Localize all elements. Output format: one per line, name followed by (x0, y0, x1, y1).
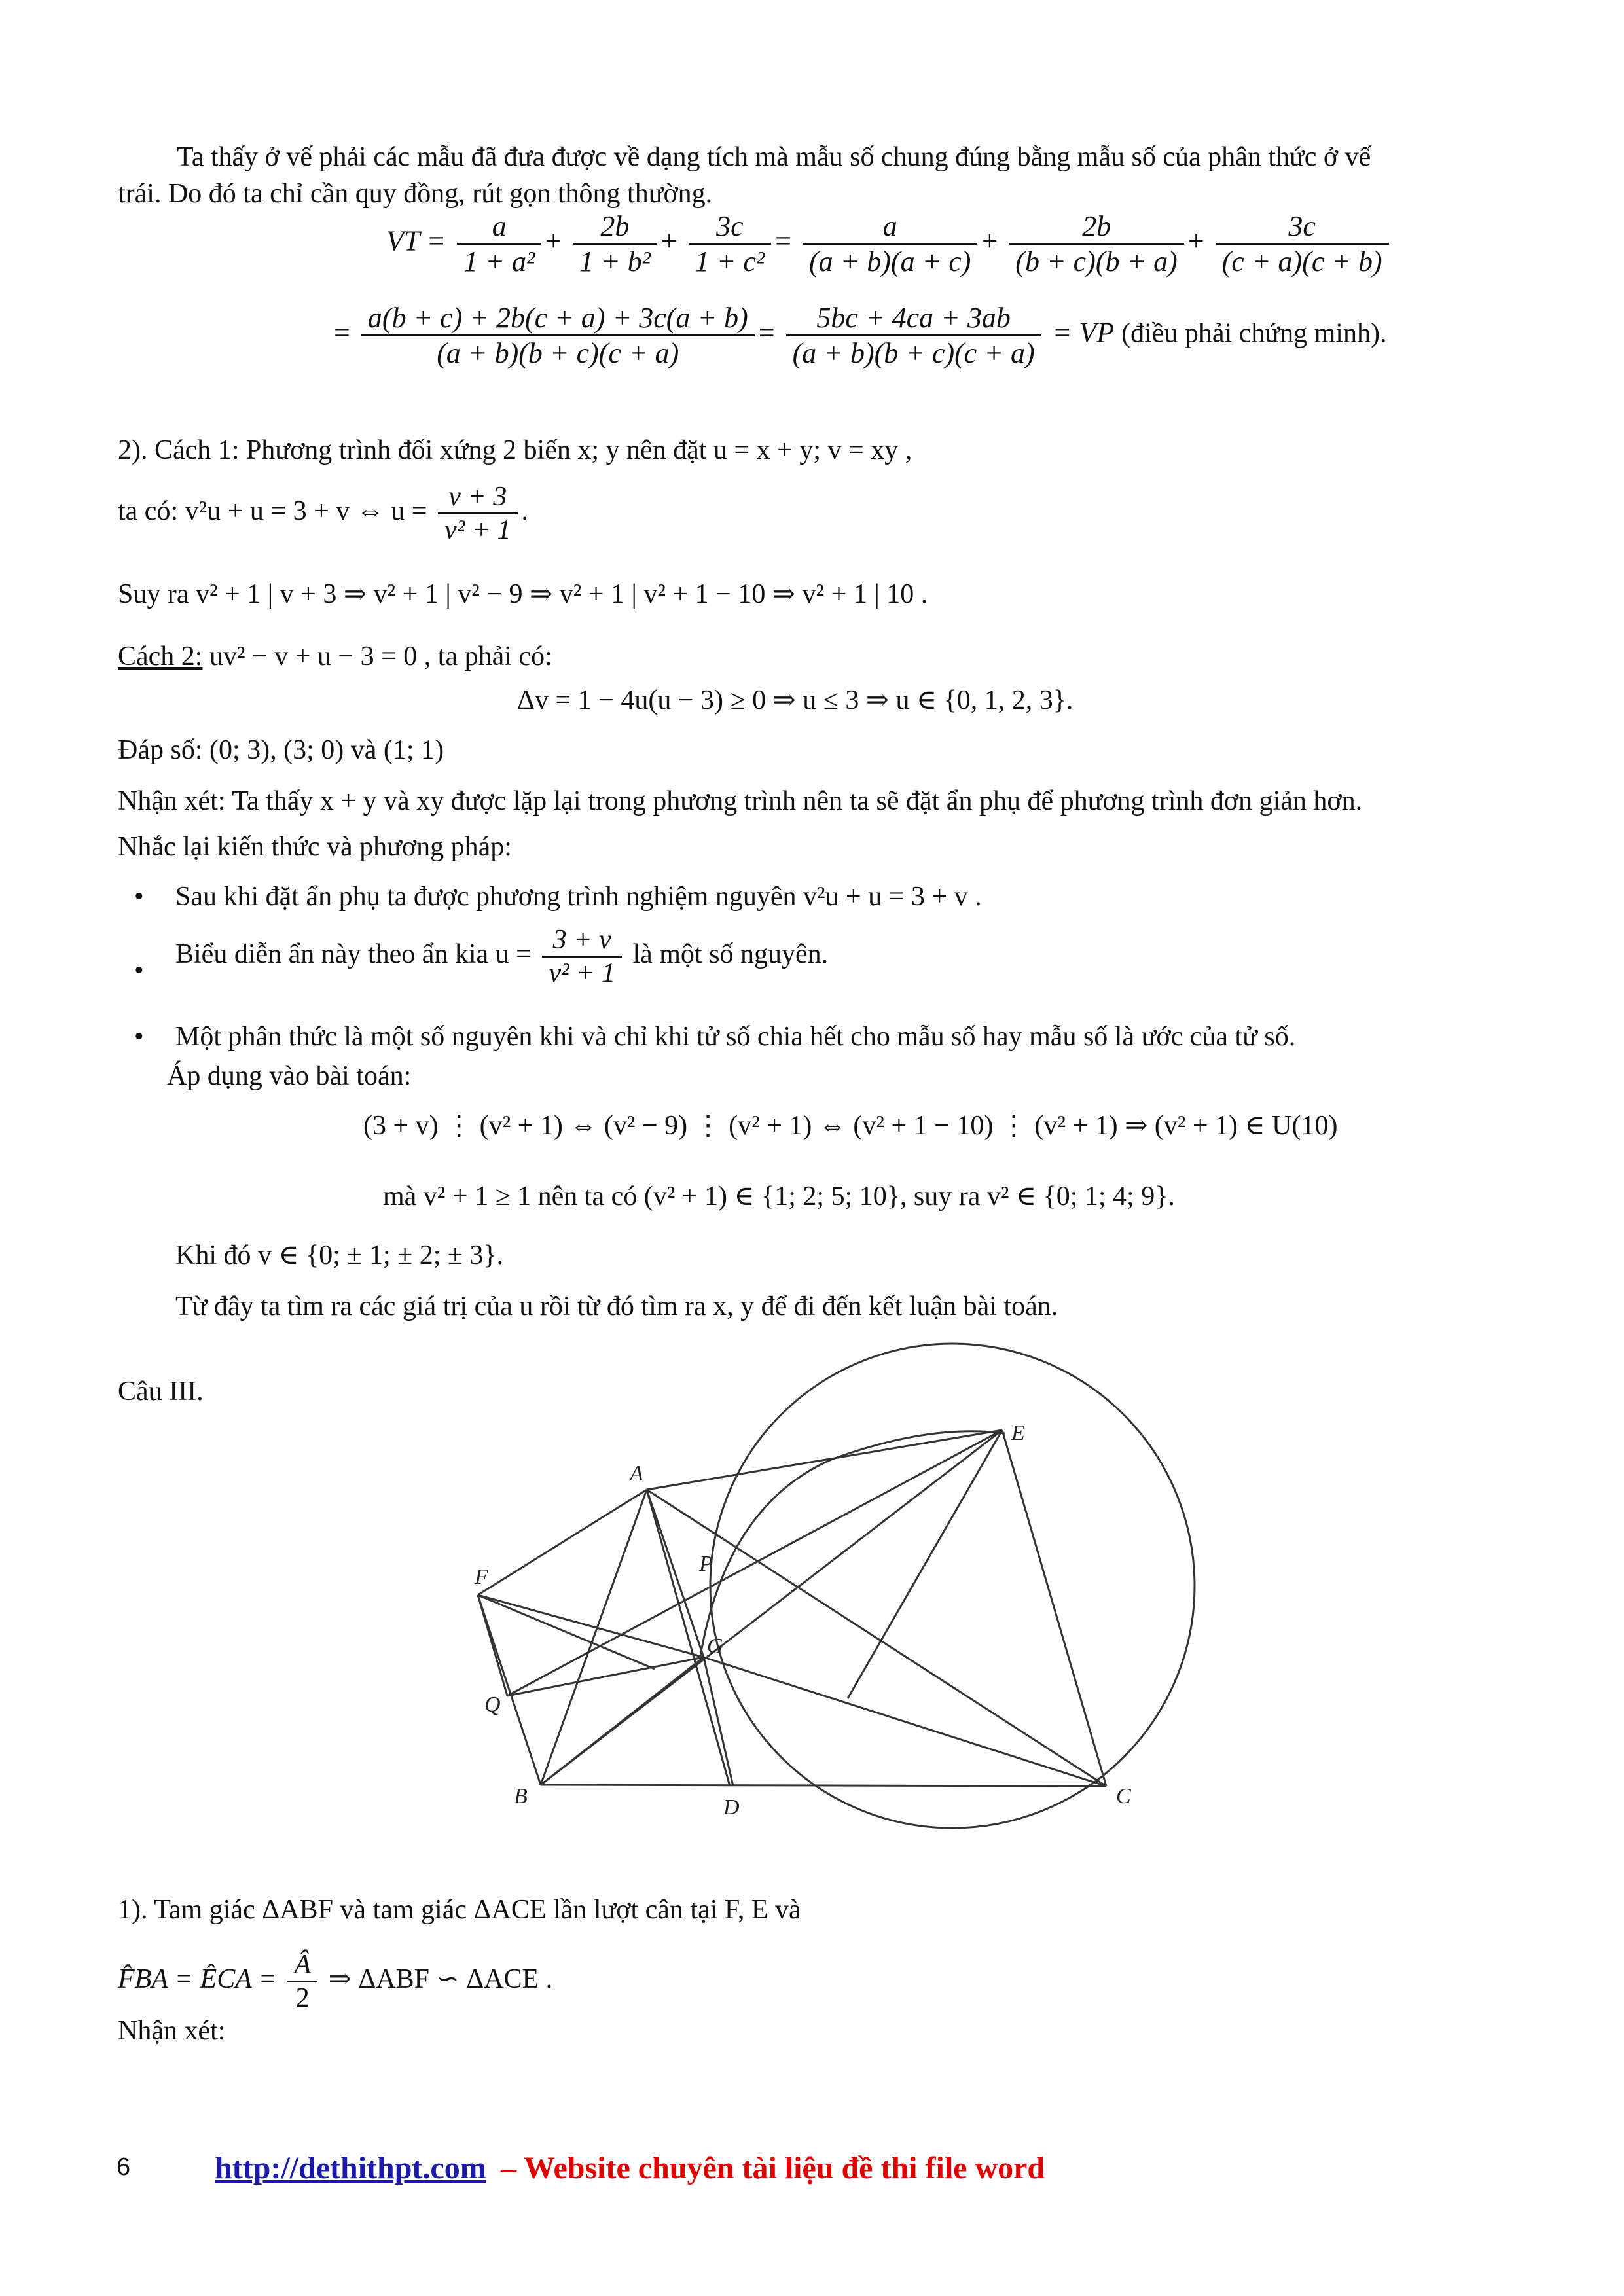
fraction: $\frac{a}{\text{1 + a²}}$ (457, 209, 541, 278)
cach1-line: 2). Cách 1: Phương trình đối xứng 2 biến x; y nên đặt u = x + y; v = xy , (118, 435, 912, 465)
nhaclai-line: Nhắc lại kiến thức và phương pháp: (118, 832, 512, 862)
point-label-f: F (475, 1565, 488, 1589)
part3-line2: F̂BA = ÊCA = $\frac{Â}{2}$ ⇒ ΔABF ∽ ΔACE . (118, 1950, 553, 2013)
fraction: $\frac{a(b + c) + 2b(c + a) + 3c(a + b)}{(a + b)(b + c)(c + a)}$ (361, 301, 755, 370)
cach2-line: Cách 2: uv² − v + u − 3 = 0 , ta phải có: (118, 641, 552, 672)
eq-lhs: VT = (386, 224, 446, 257)
footer-link[interactable]: http://dethithpt.com (215, 2151, 486, 2185)
point-label-p: P (699, 1552, 713, 1576)
bullet-icon: • (134, 882, 144, 912)
paragraph-line: trái. Do đó ta chỉ cần quy đồng, rút gọn thông thường. (118, 179, 713, 209)
nhanxet-line: Nhận xét: Ta thấy x + y và xy được lặp lại trong phương trình nên ta sẽ đặt ẩn phụ để phương trình đơn giản hơn. (118, 786, 1363, 816)
eq-note: (điều phải chứng minh). (1121, 318, 1387, 349)
delta-line: Δv = 1 − 4u(u − 3) ≥ 0 ⇒ u ≤ 3 ⇒ u ∈ {0, 1, 2, 3}. (517, 685, 1074, 715)
point-label-e: E (1011, 1421, 1025, 1445)
fraction: $\frac{3c}{\text{1 + c²}}$ (689, 209, 771, 278)
paragraph-line: Ta thấy ở vế phải các mẫu đã đưa được về dạng tích mà mẫu số chung đúng bằng mẫu số của phân thức ở vế (177, 142, 1371, 172)
fraction: $\frac{2b}{(b + c)(b + a)}$ (1009, 209, 1184, 278)
suyra-line: Suy ra v² + 1 | v + 3 ⇒ v² + 1 | v² − 9 ⇒ v² + 1 | v² + 1 − 10 ⇒ v² + 1 | 10 . (118, 579, 928, 609)
fraction: $\frac{5bc + 4ca + 3ab}{(a + b)(b + c)(c + a)}$ (786, 301, 1041, 370)
bullet-icon: • (134, 956, 144, 986)
point-label-b: B (514, 1784, 528, 1808)
apdung-line: Áp dụng vào bài toán: (167, 1061, 412, 1091)
fraction: $\frac{a}{(a + b)(a + c)}$ (803, 209, 978, 278)
dapso-line: Đáp số: (0; 3), (3; 0) và (1; 1) (118, 735, 444, 765)
bullet-text: Biểu diễn ẩn này theo ẩn kia u = $\frac{3 + v}{\text{v² + 1}}$ là một số nguyên. (175, 925, 829, 988)
chain-line: (3 + v) ⋮ (v² + 1) ⇔ (v² − 9) ⋮ (v² + 1) ⇔ (v² + 1 − 10) ⋮ (v² + 1) ⇒ (v² + 1) ∈ U(10) (363, 1111, 1338, 1141)
ma-line: mà v² + 1 ≥ 1 nên ta có (v² + 1) ∈ {1; 2; 5; 10}, suy ra v² ∈ {0; 1; 4; 9}. (383, 1181, 1175, 1211)
cach2-label: Cách 2: (118, 641, 203, 672)
point-label-c: C (1116, 1784, 1131, 1808)
equation-vt: VT = $\frac{a}{\text{1 + a²}}$ + $\frac{2b}{\text{1 + b²}}$ + $\frac{3c}{\text{1 + c²}}$ = $\frac{a}{(a + b)(a + c)}$ + $\frac{2b}{(b + c)(b + a)}$ + $\frac{3c}{(c + a)(c + b)}$ (386, 209, 1393, 278)
bullet-text: Sau khi đặt ẩn phụ ta được phương trình nghiệm nguyên v²u + u = 3 + v . (175, 882, 982, 912)
point-label-d: D (723, 1795, 740, 1820)
page-number: 6 (117, 2153, 131, 2181)
equation-combined: = $\frac{a(b + c) + 2b(c + a) + 3c(a + b)}{(a + b)(b + c)(c + a)}$ = $\frac{5bc + 4ca + 3ab}{(a + b)(b + c)(c + a)}$ = VP (điều phải chứng minh). (334, 302, 1387, 369)
fraction: $\frac{3 + v}{\text{v² + 1}}$ (542, 924, 622, 989)
fraction: $\frac{3c}{(c + a)(c + b)}$ (1216, 209, 1389, 278)
point-label-q: Q (484, 1693, 501, 1717)
part3-line1: 1). Tam giác ΔABF và tam giác ΔACE lần lượt cân tại F, E và (118, 1895, 801, 1925)
point-label-g: G (707, 1634, 723, 1659)
taco-line: ta có: v²u + u = 3 + v ⇔ u = $\frac{v + 3}{\text{v² + 1}}$ . (118, 482, 529, 545)
fraction: $\frac{Â}{2}$ (287, 1949, 317, 2014)
part3-nhanxet: Nhận xét: (118, 2016, 226, 2046)
point-label-a: A (630, 1462, 643, 1486)
footer-tagline: – Website chuyên tài liệu đề thi file word (501, 2151, 1045, 2185)
khido-line: Khi đó v ∈ {0; ± 1; ± 2; ± 3}. (175, 1240, 504, 1270)
fraction: $\frac{2b}{\text{1 + b²}}$ (573, 209, 657, 278)
fraction: $\frac{v + 3}{\text{v² + 1}}$ (438, 481, 518, 546)
tuday-line: Từ đây ta tìm ra các giá trị của u rồi từ đó tìm ra x, y để đi đến kết luận bài toán. (175, 1291, 1058, 1321)
bullet-icon: • (134, 1022, 144, 1052)
eq-rhs: = VP (1052, 316, 1115, 349)
cau3-heading: Câu III. (118, 1376, 204, 1407)
bullet-text: Một phân thức là một số nguyên khi và chỉ khi tử số chia hết cho mẫu số hay mẫu số là ước của tử số. (175, 1022, 1296, 1052)
circle (710, 1344, 1195, 1828)
